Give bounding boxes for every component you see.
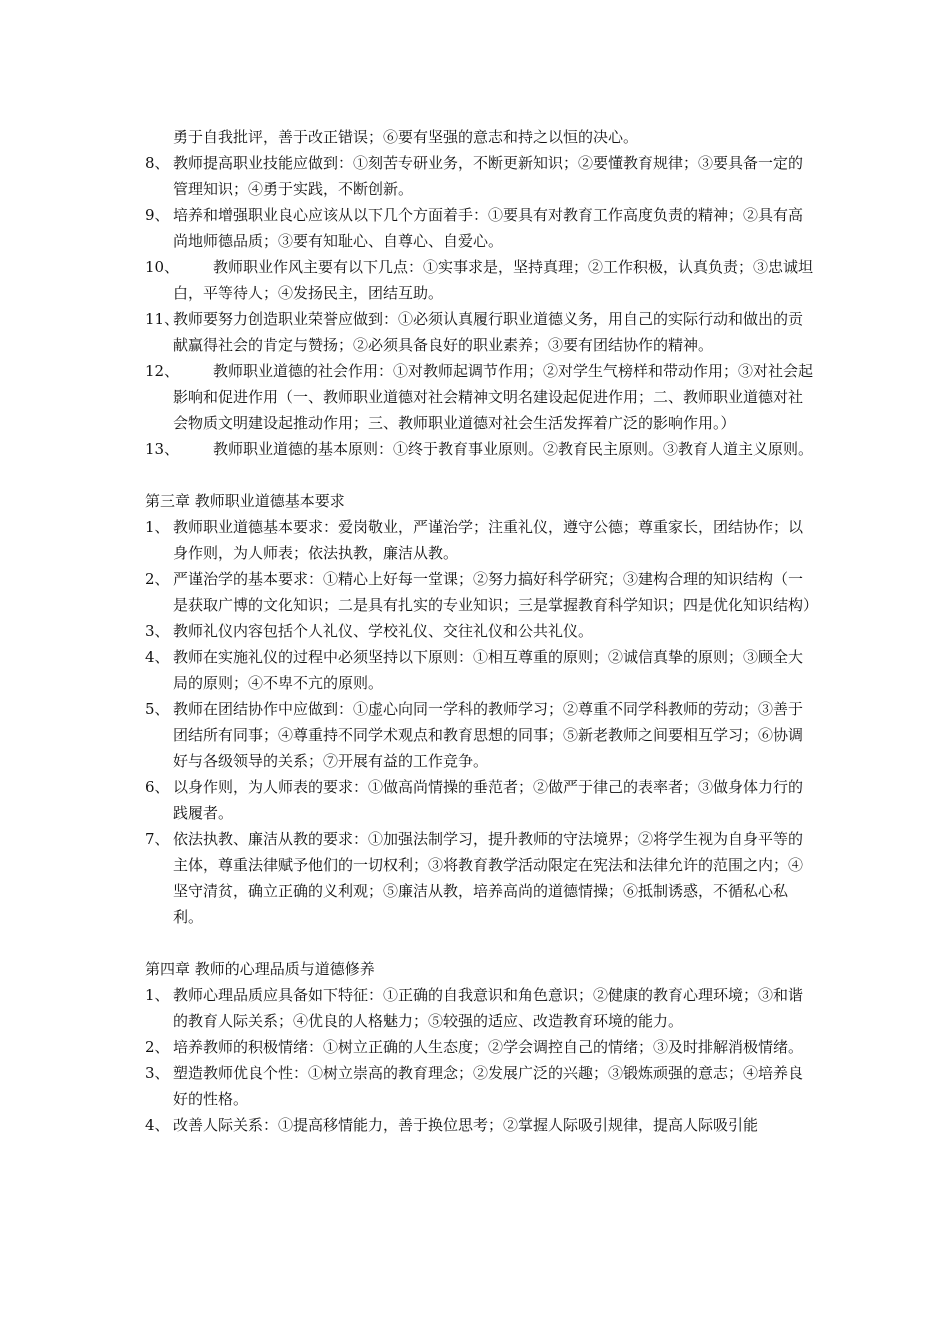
item-text: 塑造教师优良个性：①树立崇高的教育理念；②发展广泛的兴趣；③锻炼顽强的意志；④培养良好的性格。 (173, 1064, 804, 1108)
item-number: 12、 (145, 362, 180, 380)
item-text (173, 358, 815, 436)
list-item (145, 644, 815, 696)
list-item (145, 254, 815, 306)
item-text: 教师提高职业技能应做到：①刻苦专研业务，不断更新知识；②要懂教育规律；③要具备一定的管理知识；④勇于实践，不断创新。 (173, 154, 804, 198)
item-number: 3、 (145, 622, 170, 640)
item-number: 11、 (145, 310, 180, 328)
list-item (145, 618, 815, 644)
list-item (145, 436, 815, 462)
list-item (145, 202, 815, 254)
list-item (145, 1034, 815, 1060)
item-text: 教师心理品质应具备如下特征：①正确的自我意识和角色意识；②健康的教育心理环境；③和谐的教育人际关系；④优良的人格魅力；⑤较强的适应、改造教育环境的能力。 (173, 986, 804, 1030)
item-number: 10、 (145, 258, 180, 276)
item-number: 13、 (145, 440, 180, 458)
item-text: 严谨治学的基本要求：①精心上好每一堂课；②努力搞好科学研究；③建构合理的知识结构（一是获取广博的文化知识；二是具有扎实的专业知识；三是掌握教育科学知识；四是优化知识结构） (173, 570, 819, 614)
list-item (145, 696, 815, 774)
list-item (145, 306, 815, 358)
item-number: 5、 (145, 700, 170, 718)
item-text: 依法执教、廉洁从教的要求：①加强法制学习，提升教师的守法境界；②将学生视为自身平等的主体，尊重法律赋予他们的一切权利；③将教育教学活动限定在宪法和法律允许的范围之内；④坚守清贫，确立正确的义利观；⑤廉洁从教，培养高尚的道德情操；⑥抵制诱惑，不循私心私利。 (173, 830, 804, 926)
item-text: 教师职业道德基本要求：爱岗敬业，严谨治学；注重礼仪，遵守公德；尊重家长，团结协作；以身作则，为人师表；依法执教，廉洁从教。 (173, 518, 804, 562)
list-item (145, 826, 815, 930)
list-item (145, 982, 815, 1034)
item-text (173, 254, 815, 306)
item-text: 教师要努力创造职业荣誉应做到：①必须认真履行职业道德义务，用自己的实际行动和做出的贡献赢得社会的肯定与赞扬；②必须具备良好的职业素养；③要有团结协作的精神。 (173, 310, 804, 354)
continuation-line (145, 124, 815, 150)
continuation-text: 勇于自我批评，善于改正错误；⑥要有坚强的意志和持之以恒的决心。 (173, 128, 639, 146)
item-text: 教师在实施礼仪的过程中必须坚持以下原则：①相互尊重的原则；②诚信真挚的原则；③顾全大局的原则；④不卑不亢的原则。 (173, 648, 804, 692)
item-text: 教师在团结协作中应做到：①虚心向同一学科的教师学习；②尊重不同学科教师的劳动；③善于团结所有同事；④尊重持不同学术观点和教育思想的同事；⑤新老教师之间要相互学习；⑥协调好与各级领导的关系；⑦开展有益的工作竞争。 (173, 700, 804, 770)
item-number: 9、 (145, 206, 170, 224)
list-item (145, 514, 815, 566)
item-number: 4、 (145, 648, 170, 666)
list-item (145, 774, 815, 826)
item-text: 培养和增强职业良心应该从以下几个方面着手：①要具有对教育工作高度负责的精神；②具有高尚地师德品质；③要有知耻心、自尊心、自爱心。 (173, 206, 804, 250)
item-number: 2、 (145, 1038, 170, 1056)
list-item (145, 358, 815, 436)
item-text-body: 教师职业道德的社会作用：①对教师起调节作用；②对学生气榜样和带动作用；③对社会起影响和促进作用（一、教师职业道德对社会精神文明名建设起促进作用；二、教师职业道德对社会物质文明建设起推动作用；三、教师职业道德对社会生活发挥着广泛的影响作用。） (173, 362, 814, 432)
item-number: 7、 (145, 830, 170, 848)
item-number: 8、 (145, 154, 170, 172)
chapter-3-title: 第三章 教师职业道德基本要求 (145, 492, 345, 510)
list-item (145, 1112, 815, 1138)
item-number: 1、 (145, 986, 170, 1004)
item-text (173, 436, 815, 462)
item-text: 改善人际关系：①提高移情能力，善于换位思考；②掌握人际吸引规律，提高人际吸引能 (173, 1116, 759, 1134)
page-content (145, 124, 819, 1138)
item-text-body: 教师职业道德的基本原则：①终于教育事业原则。②教育民主原则。③教育人道主义原则。 (213, 440, 814, 458)
item-number: 2、 (145, 570, 170, 588)
item-number: 6、 (145, 778, 170, 796)
item-text: 教师礼仪内容包括个人礼仪、学校礼仪、交往礼仪和公共礼仪。 (173, 622, 594, 640)
item-text: 以身作则，为人师表的要求：①做高尚情操的垂范者；②做严于律己的表率者；③做身体力行的践履者。 (173, 778, 804, 822)
item-text-body: 教师职业作风主要有以下几点：①实事求是，坚持真理；②工作积极，认真负责；③忠诚坦白，平等待人；④发扬民主，团结互助。 (173, 258, 814, 302)
chapter-4-title: 第四章 教师的心理品质与道德修养 (145, 960, 375, 978)
item-number: 4、 (145, 1116, 170, 1134)
item-text: 培养教师的积极情绪：①树立正确的人生态度；②学会调控自己的情绪；③及时排解消极情绪。 (173, 1038, 804, 1056)
item-number: 3、 (145, 1064, 170, 1082)
list-item (145, 566, 819, 618)
list-item (145, 150, 815, 202)
list-item (145, 1060, 815, 1112)
item-number: 1、 (145, 518, 170, 536)
